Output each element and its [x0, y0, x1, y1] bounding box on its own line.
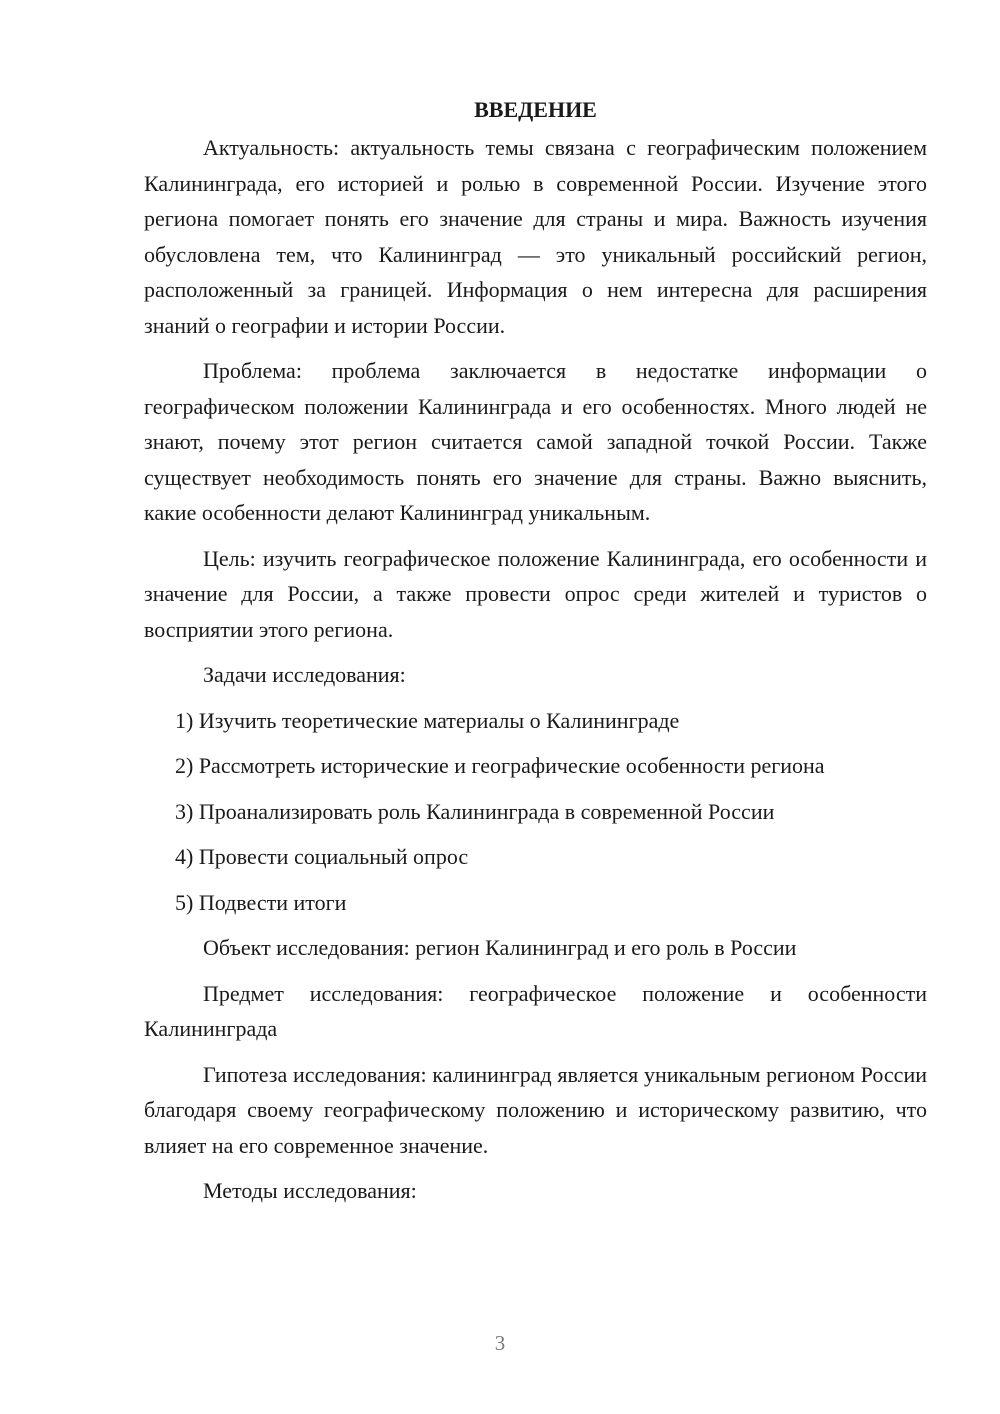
list-item: 4) Провести социальный опрос — [175, 844, 469, 869]
list-item: 2) Рассмотреть исторические и географические особенности региона — [175, 753, 825, 778]
tasks-list — [144, 703, 927, 921]
relevance-paragraph: Актуальность: актуальность темы связана с географическим положением Калининграда, его историей и ролью в современной России. Изучение этого региона помогает понять его значение для страны и мира. Важность изучения обусловлена тем, что Калининград — это уникальный российский регион, расположенный за границей. Информация о нем интересна для расширения знаний о географии и истории России. — [144, 135, 927, 338]
tasks-intro: Задачи исследования: — [203, 662, 406, 687]
document-page — [144, 94, 927, 1219]
problem-paragraph: Проблема: проблема заключается в недостатке информации о географическом положении Калининграда и его особенностях. Много людей не знают, почему этот регион считается самой западной точкой России. Также существует необходимость понять его значение для страны. Важно выяснить, какие особенности делают Калининград уникальным. — [144, 358, 927, 525]
list-item: 1) Изучить теоретические материалы о Калининграде — [175, 707, 680, 733]
goal-paragraph: Цель: изучить географическое положение Калининграда, его особенности и значение для России, а также провести опрос среди жителей и туристов о восприятии этого региона. — [144, 545, 927, 642]
section-heading: ВВЕДЕНИЕ — [474, 97, 597, 122]
page-number: 3 — [494, 1331, 506, 1355]
object-paragraph: Объект исследования: регион Калининград и его роль в России — [203, 935, 797, 960]
list-item: 3) Проанализировать роль Калининграда в современной России — [175, 798, 775, 824]
subject-paragraph: Предмет исследования: географическое положение и особенности Калининграда — [144, 980, 927, 1041]
methods-paragraph: Методы исследования: — [203, 1178, 417, 1203]
list-item: 5) Подвести итоги — [175, 889, 347, 915]
hypothesis-paragraph: Гипотеза исследования: калининград является уникальным регионом России благодаря своему географическому положению и историческому развитию, что влияет на его современное значение. — [144, 1061, 927, 1158]
